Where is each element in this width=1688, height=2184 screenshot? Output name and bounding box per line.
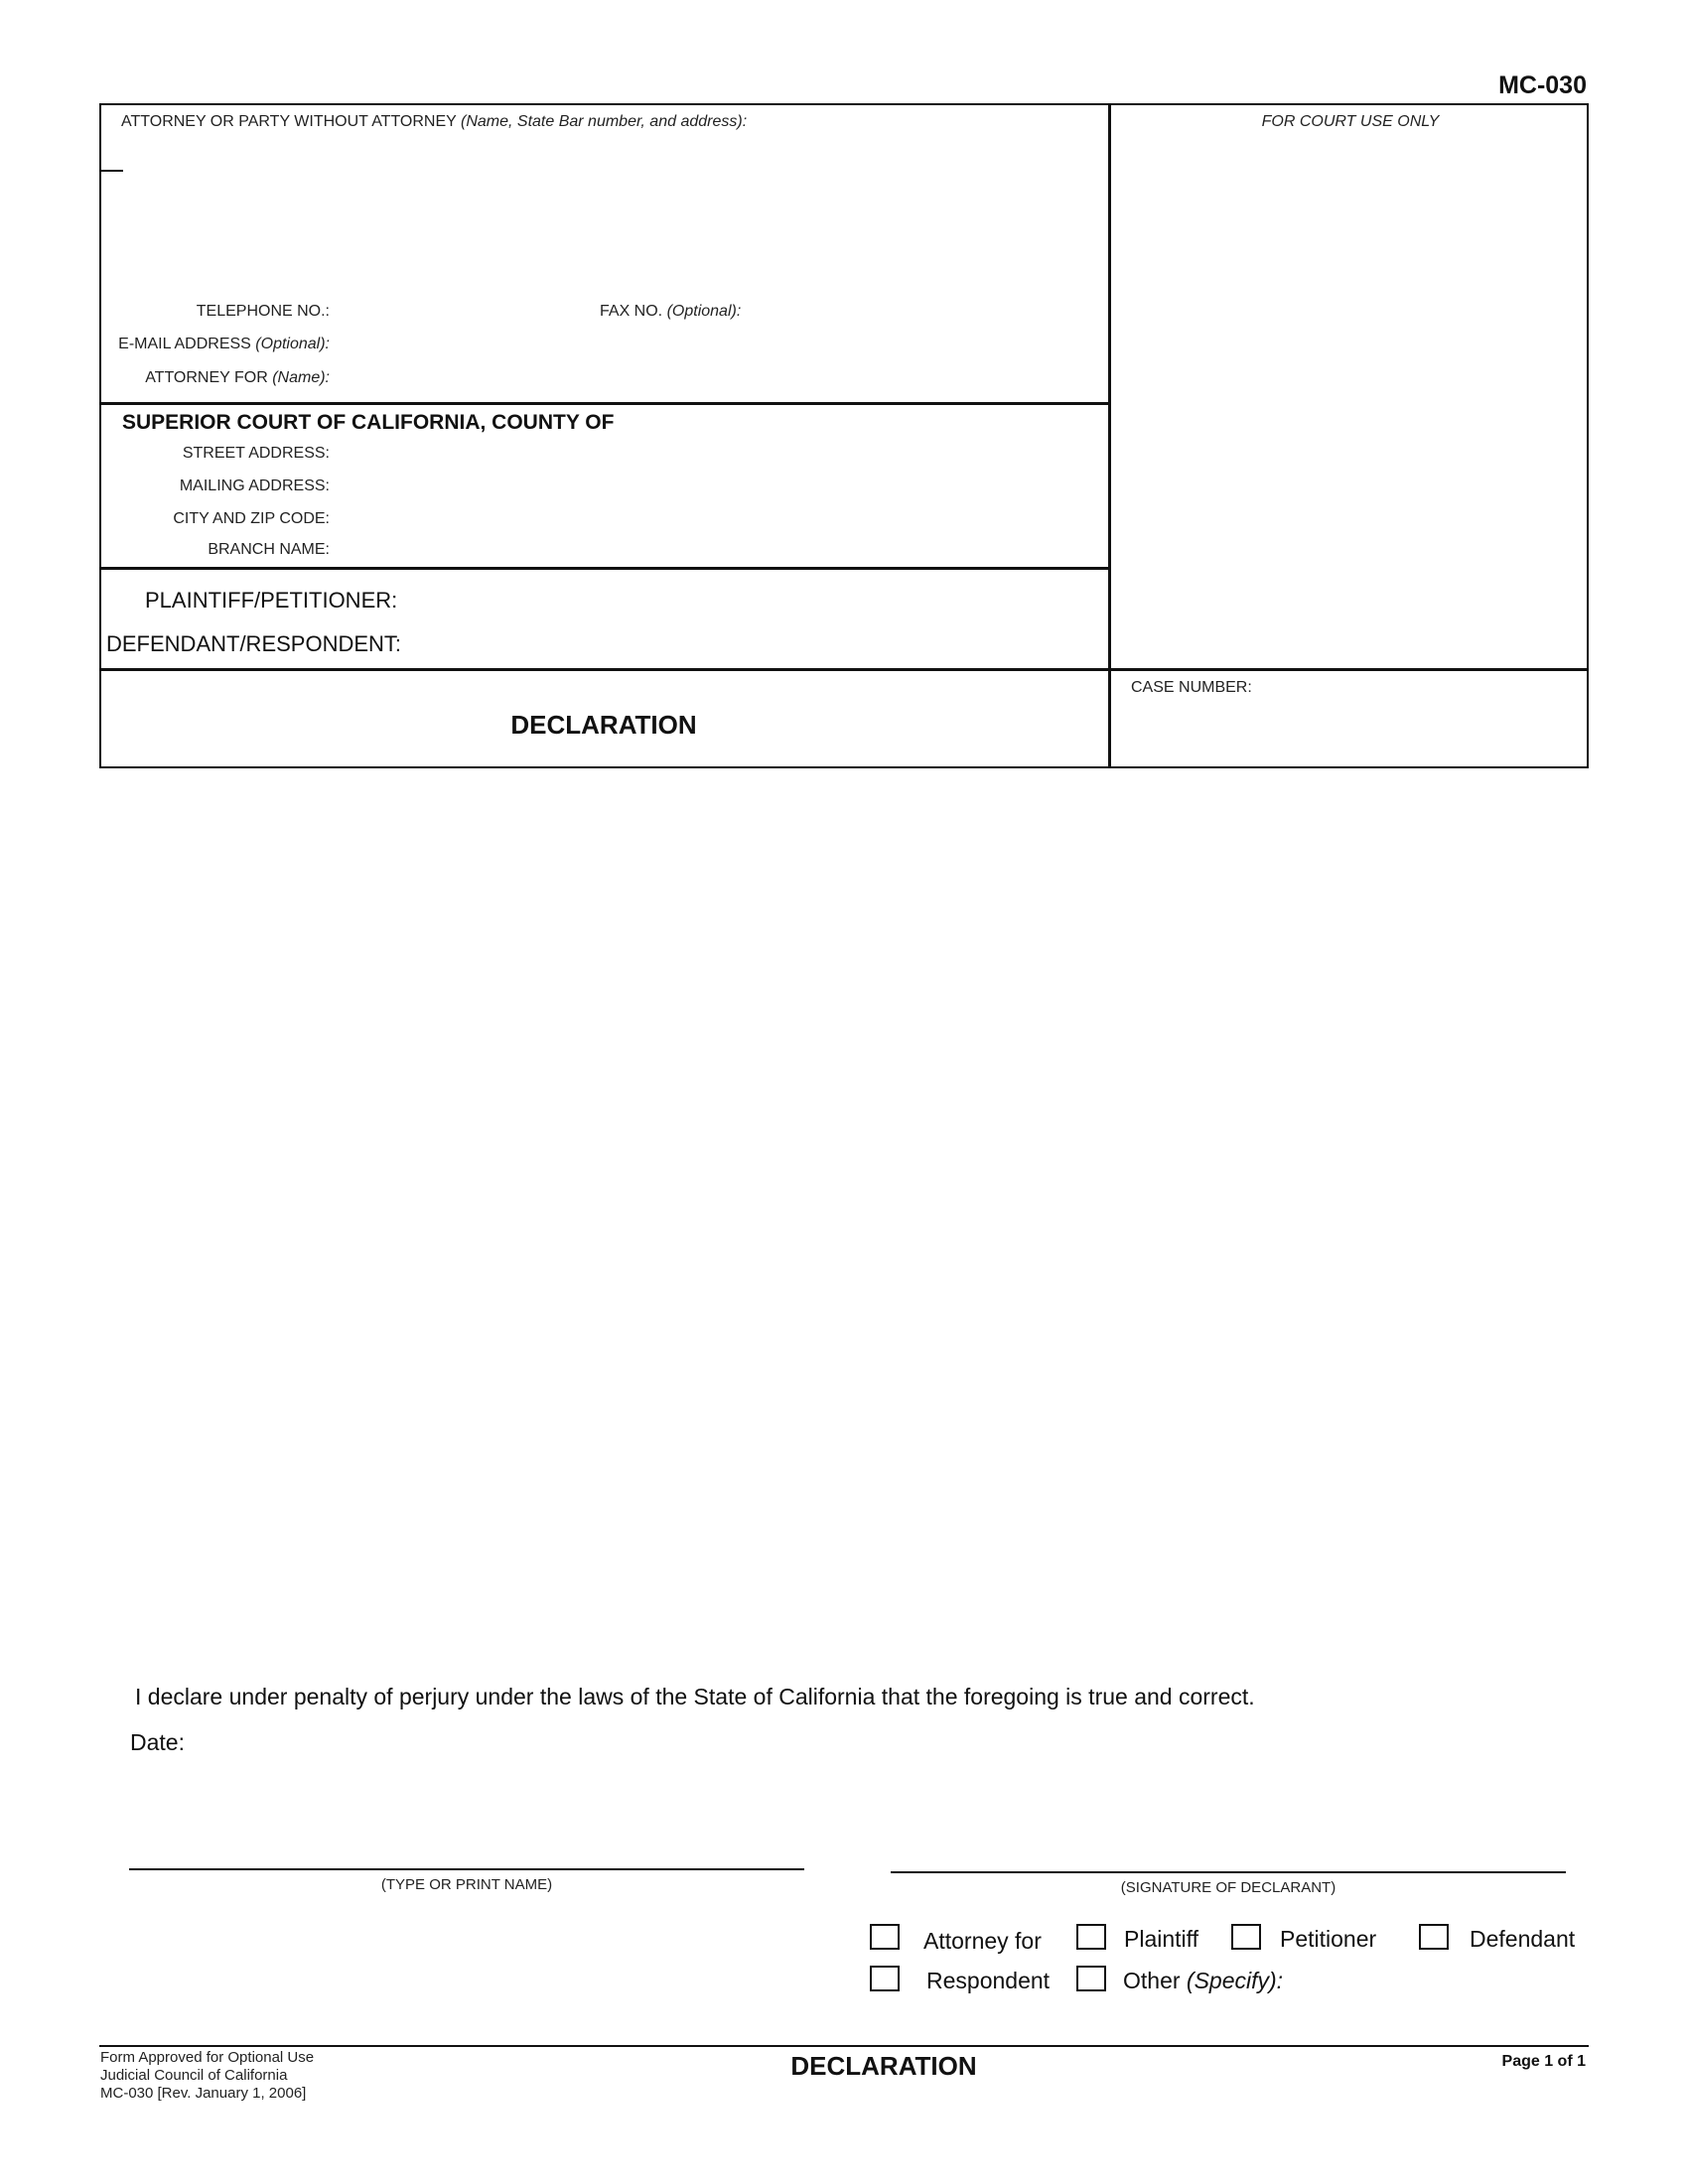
other-specify-field[interactable]	[1311, 1966, 1589, 1995]
defendant-label: DEFENDANT/RESPONDENT:	[106, 631, 402, 656]
date-field[interactable]	[199, 1725, 596, 1755]
other-role-label	[1123, 1968, 1283, 1994]
attorney-for-field[interactable]	[338, 364, 1092, 390]
other-role-hint: (Specify):	[1186, 1968, 1284, 1993]
print-name-field[interactable]	[129, 1827, 804, 1866]
page-number: Page 1 of 1	[1501, 2053, 1586, 2070]
respondent-checkbox[interactable]	[870, 1966, 900, 1991]
branch-name-field[interactable]	[338, 536, 1092, 562]
fax-label-hint: (Optional):	[666, 303, 742, 320]
signature-label: (SIGNATURE OF DECLARANT)	[1120, 1879, 1336, 1896]
other-checkbox[interactable]	[1076, 1966, 1106, 1991]
declaration-body-field[interactable]	[99, 784, 1589, 1668]
court-use-area	[1112, 139, 1585, 665]
footer-title: DECLARATION	[790, 2051, 977, 2081]
respondent-role-label: Respondent	[926, 1968, 1051, 1993]
defendant-checkbox[interactable]	[1419, 1924, 1449, 1950]
telephone-field[interactable]	[338, 298, 586, 324]
plaintiff-field[interactable]	[407, 584, 1092, 614]
signature-line	[891, 1871, 1566, 1873]
defendant-field[interactable]	[407, 627, 1092, 657]
fax-field[interactable]	[755, 298, 1092, 324]
footer-approval	[100, 2049, 314, 2103]
attorney-for-label	[99, 369, 330, 387]
attorney-name-address-field[interactable]	[123, 139, 1096, 298]
plaintiff-role-label: Plaintiff	[1124, 1926, 1199, 1952]
street-address-label: STREET ADDRESS:	[182, 445, 330, 462]
footer-line-3: MC-030 [Rev. January 1, 2006]	[100, 2085, 307, 2102]
footer-line-1: Form Approved for Optional Use	[100, 2049, 315, 2066]
city-zip-field[interactable]	[338, 505, 1092, 531]
attorney-for-checkbox[interactable]	[870, 1924, 900, 1950]
attorney-for-role-label: Attorney for	[923, 1928, 1042, 1954]
petitioner-checkbox[interactable]	[1231, 1924, 1261, 1950]
print-name-line	[129, 1868, 804, 1870]
form-number: MC-030	[1498, 71, 1587, 99]
street-address-field[interactable]	[338, 440, 1092, 466]
footer-rule	[99, 2045, 1589, 2047]
rule-court-bottom	[99, 567, 1109, 570]
defendant-role-label: Defendant	[1470, 1926, 1576, 1952]
tick-mark	[99, 170, 123, 172]
case-number-label: CASE NUMBER:	[1131, 679, 1252, 696]
court-use-label: FOR COURT USE ONLY	[1261, 113, 1440, 130]
plaintiff-label: PLAINTIFF/PETITIONER:	[145, 588, 398, 613]
county-field[interactable]	[645, 407, 1092, 435]
fax-label-text: FAX NO.	[600, 303, 663, 320]
attorney-label	[121, 113, 747, 131]
signature-field[interactable]	[891, 1830, 1566, 1869]
attorney-label-hint: (Name, State Bar number, and address):	[461, 113, 748, 130]
petitioner-role-label: Petitioner	[1280, 1926, 1377, 1952]
date-label: Date:	[130, 1729, 185, 1755]
court-title: SUPERIOR COURT OF CALIFORNIA, COUNTY OF	[122, 411, 615, 434]
rule-attorney-bottom	[99, 402, 1109, 405]
mailing-address-field[interactable]	[338, 473, 1092, 498]
email-label-hint: (Optional):	[255, 336, 330, 352]
city-zip-label: CITY AND ZIP CODE:	[173, 510, 330, 527]
branch-name-label: BRANCH NAME:	[208, 541, 330, 558]
fax-label	[600, 303, 741, 321]
case-number-field[interactable]	[1122, 701, 1579, 760]
email-label	[99, 336, 330, 353]
attorney-for-label-text: ATTORNEY FOR	[145, 369, 268, 386]
perjury-statement: I declare under penalty of perjury under the laws of the State of California that the foregoing is true and correct.	[135, 1684, 1255, 1709]
telephone-label: TELEPHONE NO.:	[196, 303, 330, 320]
email-label-text: E-MAIL ADDRESS	[118, 336, 251, 352]
form-title: DECLARATION	[510, 710, 697, 740]
attorney-label-text: ATTORNEY OR PARTY WITHOUT ATTORNEY	[121, 113, 457, 130]
print-name-label: (TYPE OR PRINT NAME)	[380, 1876, 553, 1893]
footer-line-2: Judicial Council of California	[100, 2067, 288, 2084]
attorney-for-label-hint: (Name):	[272, 369, 330, 386]
plaintiff-checkbox[interactable]	[1076, 1924, 1106, 1950]
other-role-text: Other	[1123, 1968, 1181, 1993]
rule-parties-bottom	[99, 668, 1589, 671]
mailing-address-label: MAILING ADDRESS:	[179, 478, 330, 494]
email-field[interactable]	[338, 331, 1092, 356]
